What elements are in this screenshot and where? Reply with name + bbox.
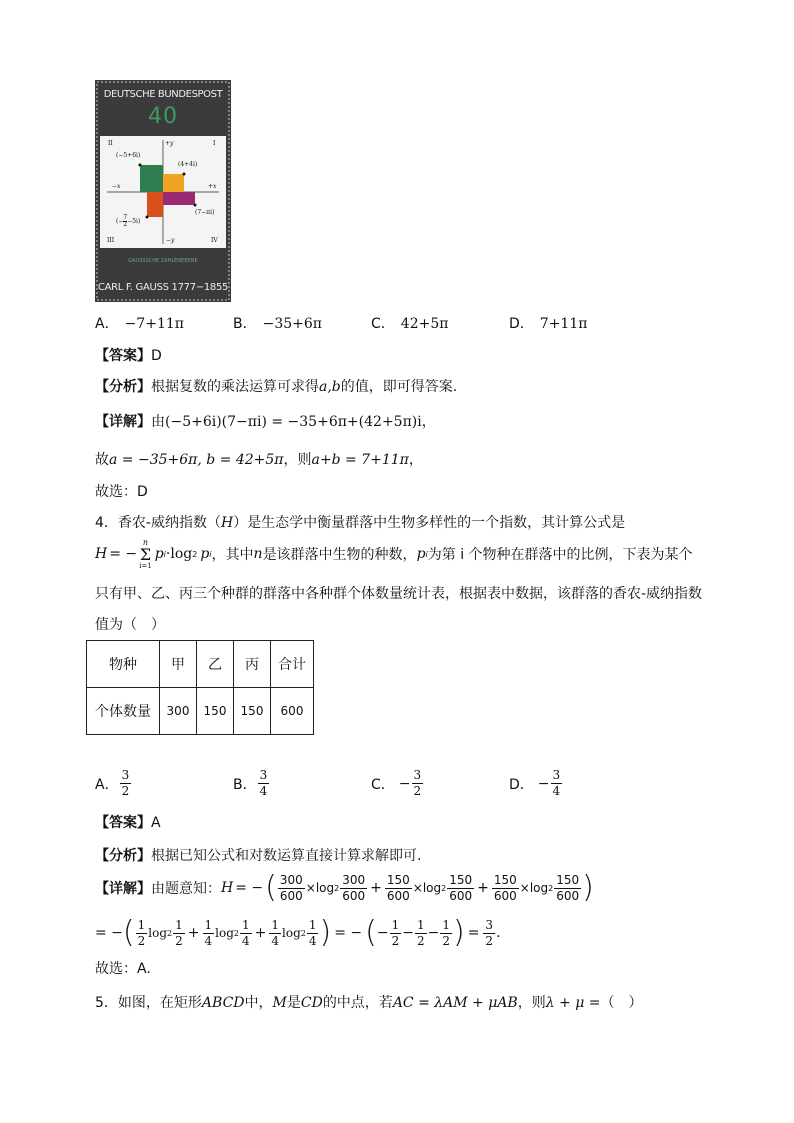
q3-detail-tag: 【详解】 [95,414,151,430]
minus-y-label: −y [166,237,175,244]
q4-option-a-den: 2 [121,784,130,798]
q4-stem-line2 [95,538,693,570]
detail-h: H [221,880,234,896]
quadrant-4-label: IV [211,237,218,244]
q5-stem-a: 5．如图，在矩形 [95,995,202,1011]
sum-top: n [142,537,148,547]
q5-stem-d: 的中点，若 [322,995,393,1011]
q4-option-b-num: 3 [259,768,268,782]
result-den: 2 [485,933,494,948]
table-header-cell: 甲 [160,641,197,688]
frac-num: 1 [175,917,183,932]
table-header-row [87,641,314,688]
q3-line2-expr: a = −35+6π, b = 42+5π [109,452,284,468]
formula-h: H [95,546,108,562]
log-base: 2 [233,928,239,938]
frac-den: 4 [308,933,317,948]
q4-answer-value: A [151,815,161,831]
q5-stem [95,992,643,1012]
table-header-cell: 乙 [197,641,234,688]
q4-option-d-den: 4 [552,784,561,798]
q4-option-b-letter: B． [233,776,257,793]
q5-stem-f: （ ） [600,995,643,1011]
q3-answer-tag: 【答案】 [95,348,151,364]
q3-option-d [509,313,587,333]
stamp-footer: CARL F. GAUSS 1777−1855 [97,282,229,293]
q3-analysis [95,376,457,396]
q5-vector-expr: AC = λAM + μAB [392,995,518,1011]
log-base: 2 [441,883,447,893]
frac-den: 600 [279,888,303,903]
formula-p: p [154,546,164,562]
table-header-cell: 物种 [87,641,160,688]
quadrant-2-label: II [108,140,113,147]
q5-stem-e: ，则 [517,995,546,1011]
q4-option-b [233,768,270,799]
q3-line2-end: ， [408,452,423,468]
minus-x-label: −x [112,183,121,190]
point-green-label: (−5+6i) [116,152,141,159]
q3-option-b [233,313,322,333]
frac-num: 150 [449,872,473,887]
q4-detail-line1: 【详解】 由题意知： H = − ( $\frac{300}{600}$ ×log 2 $\frac{300}{600}$ + $\frac{150}{600}$ ×log 2 $\frac{150}{600}$ + $\frac{150}{600}$ ×log 2 $\frac{150}{600}$ ) [95,870,594,905]
q4-analysis [95,845,421,865]
q3-detail-end: ， [421,414,436,430]
q3-detail [95,411,436,431]
q3-answer [95,345,162,365]
q4-detail-line2: = − ( $\frac{1}{2}$ log 2 $\frac{1}{2}$ + $\frac{1}{4}$ log 2 $\frac{1}{4}$ + $\frac{1}{4}$ log 2 $\frac{1}{4}$ ) = − ( − $\frac{1}{2}$ − $\frac{1}{2}$ − $\frac{1}{2}$ ) = $\frac{3}{2}$ . [95,915,501,950]
q4-option-d-sign: − [537,775,550,792]
quadrant-3-label: III [107,237,115,244]
q3-choose: 故选：D [95,484,148,500]
frac-num: 1 [137,917,146,932]
frac-num: 1 [442,917,450,932]
formula-p2: p [200,546,210,562]
frac-den: 2 [137,933,146,948]
frac-num: 300 [342,872,366,887]
q4-analysis-text: 根据已知公式和对数运算直接计算求解即可. [151,848,422,864]
q5-rect-name: ABCD [201,995,245,1011]
plus-x-label: +x [208,183,217,190]
formula-log-base: 2 [192,549,198,559]
q4-option-c-letter: C． [371,776,395,793]
q3-option-a-value: −7+11π [124,316,184,332]
gauss-stamp [95,80,231,302]
q4-option-d-letter: D． [509,776,534,793]
frac-num: 150 [556,872,580,887]
frac-num: 1 [204,917,213,932]
formula-log: ·log [165,546,193,562]
q4-option-c-den: 2 [413,784,422,798]
q5-side-cd: CD [300,995,323,1011]
frac-num: 1 [241,917,250,932]
q5-stem-c: 是 [286,995,301,1011]
q3-option-c [371,313,448,333]
q3-detail-expr: (−5+6i)(7−πi) = −35+6π+(42+5π)i [165,414,422,430]
frac-den: 600 [342,888,366,903]
frac-num: 1 [271,917,279,932]
q3-option-c-value: 42+5π [400,316,449,332]
table-header-cell: 丙 [234,641,271,688]
sum-symbol [139,538,152,571]
q3-option-b-letter: B． [233,316,257,332]
q4-stem-3: ，其中 [211,547,254,563]
result-num: 3 [485,917,494,932]
q4-stem-line1 [95,512,625,532]
q4-option-c-sign: − [398,775,411,792]
q3-analysis-vars: a,b [319,379,341,395]
q3-analysis-text-b: 的值，即可得答案. [340,379,458,395]
frac-den: 2 [175,933,183,948]
frac-den: 2 [391,933,400,948]
sum-sigma: Σ [139,544,152,564]
q3-option-d-value: 7+11π [539,316,588,332]
q4-option-c-num: 3 [413,768,422,782]
log-base: 2 [548,883,554,893]
q4-detail-tag: 【详解】 [95,881,151,897]
q4-stem-line4: 值为（ ） [95,617,165,633]
stamp-value: 40 [148,104,178,129]
q4-option-d-num: 3 [552,768,561,782]
q4-answer [95,812,161,832]
table-row [87,688,314,735]
q4-stem-n: n [253,546,263,562]
q4-detail-text: 由题意知： [151,881,221,897]
point-red-post: −5i) [127,218,141,225]
frac-num: 1 [391,917,400,932]
q3-analysis-tag: 【分析】 [95,379,151,395]
q4-option-a-letter: A． [95,776,119,793]
frac-den: 600 [386,888,410,903]
table-cell: 600 [271,688,314,735]
q4-stem-line3: 只有甲、乙、丙三个种群的群落中各种群个体数量统计表，根据表中数据，该群落的香农-威纳指数 [95,586,703,602]
formula-eq: = − [109,546,138,562]
q4-stem-1: 4．香农-威纳指数（ [95,515,221,531]
q4-analysis-tag: 【分析】 [95,848,151,864]
quadrant-1-label: I [213,140,216,147]
q4-stem-pi: p [416,546,426,562]
detail-eq: = − [235,880,264,896]
table-cell: 150 [197,688,234,735]
plus-y-label: +y [165,140,174,147]
q5-sum: λ + μ = [545,995,601,1011]
frac-num: 1 [416,917,425,932]
q4-option-a [95,768,132,799]
species-table [86,640,314,735]
q3-detail-line2 [95,449,423,469]
q4-option-c [371,768,424,799]
q3-option-d-letter: D． [509,316,534,332]
q3-option-b-value: −35+6π [262,316,322,332]
q5-stem-b: 中， [244,995,273,1011]
frac-den: 600 [556,888,580,903]
formula-i2: i [209,549,212,559]
frac-den: 600 [493,888,517,903]
q3-option-a-letter: A． [95,316,119,332]
q3-option-a [95,313,184,333]
point-red-num: 7 [123,214,128,221]
stamp-header: DEUTSCHE BUNDESPOST [103,89,223,100]
q4-choose: 故选：A. [95,961,151,977]
frac-num: 300 [279,872,303,887]
log-base: 2 [167,928,173,938]
q4-option-b-den: 4 [259,784,268,798]
q3-option-c-letter: C． [371,316,395,332]
frac-den: 600 [449,888,473,903]
table-cell: 150 [234,688,271,735]
frac-den: 4 [241,933,250,948]
point-red-pre: (− [116,218,124,225]
q4-stem-5: 为第 i 个物种在群落中的比例，下表为某个 [427,547,693,563]
log-base: 2 [334,883,340,893]
table-cell: 300 [160,688,197,735]
frac-num: 150 [386,872,410,887]
table-header-cell: 合计 [271,641,314,688]
log-base: 2 [300,928,306,938]
frac-num: 150 [493,872,517,887]
point-orange-label: (4+4i) [178,161,198,168]
q4-stem-h: H [220,515,234,531]
sum-bottom: i=1 [139,561,152,570]
frac-num: 1 [308,917,317,932]
point-red-den: 2 [123,221,128,228]
stamp-caption: GAUSSSCHE ZAHLENEBENE [128,258,198,264]
frac-den: 2 [416,933,425,948]
q4-stem-2: ）是生态学中衡量群落中生物多样性的一个指数，其计算公式是 [233,515,626,531]
q4-stem-pi-sub: i [425,549,428,559]
frac-den: 2 [442,933,450,948]
frac-den: 4 [204,933,213,948]
q3-line2-a: 故 [95,452,109,468]
q5-point-m: M [272,995,287,1011]
q3-line2-b: ，则 [283,452,312,468]
q4-answer-tag: 【答案】 [95,815,151,831]
point-red-label [116,215,140,228]
q4-option-a-num: 3 [121,768,130,782]
q3-answer-value: D [151,348,162,364]
q3-detail-text: 由 [151,414,165,430]
q3-analysis-text-a: 根据复数的乘法运算可求得 [151,379,319,395]
formula-i: i [163,549,166,559]
q4-option-d [509,768,563,799]
q3-line2-expr2: a+b = 7+11π [311,452,409,468]
table-cell: 个体数量 [87,688,160,735]
frac-den: 4 [271,933,279,948]
q4-stem-4: 是该群落中生物的种数， [262,547,417,563]
point-purple-label: (7−πi) [195,209,215,216]
